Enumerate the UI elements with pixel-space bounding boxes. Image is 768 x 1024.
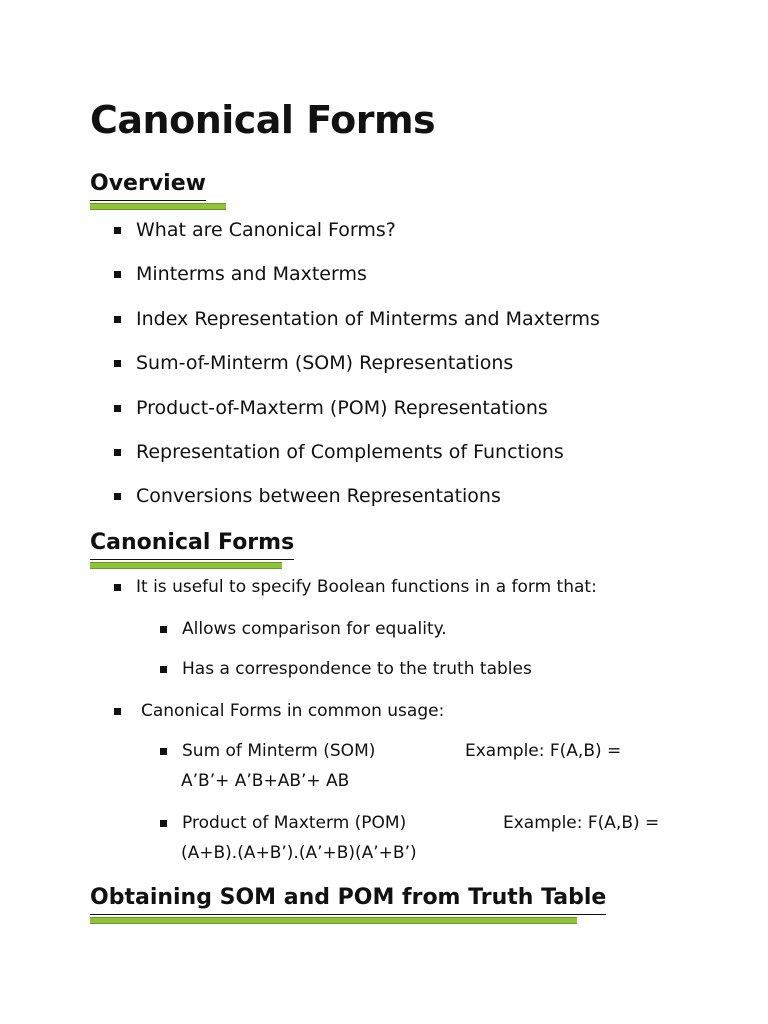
page-title: Canonical Forms bbox=[90, 98, 436, 142]
bullet-square-icon bbox=[114, 271, 121, 278]
bullet-square-icon bbox=[114, 316, 121, 323]
bullet-square-icon bbox=[160, 748, 167, 755]
pom-example-label: Example: F(A,B) = bbox=[503, 813, 660, 833]
bullet-square-icon bbox=[114, 708, 121, 715]
som-pom-heading-text: Obtaining SOM and POM from Truth Table bbox=[90, 884, 606, 915]
bullet-square-icon bbox=[114, 360, 121, 367]
bullet-square-icon bbox=[160, 820, 167, 827]
overview-heading-text: Overview bbox=[90, 170, 206, 201]
bullet-square-icon bbox=[114, 405, 121, 412]
overview-heading-underline bbox=[90, 203, 226, 210]
bullet-square-icon bbox=[114, 449, 121, 456]
overview-heading bbox=[90, 170, 226, 210]
som-example-label: Example: F(A,B) = bbox=[465, 741, 622, 761]
bullet-square-icon bbox=[114, 227, 121, 234]
document-page: Canonical Forms Overview What are Canonical Forms? Minterms and Maxterms Index Representation of Minterms and Maxterms Sum-of-Minterm (SOM) Representations Product-of-Maxterm (POM) Representations Representation of Complements of Functions Conversions between Representations Canonical Forms It is useful to specify Boolean functions in a form that: Allows comparison for equality. Has a correspondence to the truth tables Canonical Forms in common usage: Sum of Minterm (SOM) Example: F(A,B) = A’B’+ A’B+AB’+ AB Product of Maxterm (POM) Example: F(A,B) = (A+B).(A+B’).(A’+B)(A’+B’) Obtaining SOM and POM from Truth Table bbox=[0, 0, 768, 1024]
canonical-forms-heading-text: Canonical Forms bbox=[90, 529, 294, 560]
som-example-value: A’B’+ A’B+AB’+ AB bbox=[181, 771, 350, 791]
bullet-square-icon bbox=[114, 584, 121, 591]
som-pom-heading-underline bbox=[90, 917, 577, 924]
canonical-forms-heading bbox=[90, 529, 294, 569]
bullet-square-icon bbox=[114, 493, 121, 500]
som-pom-truth-table-heading bbox=[90, 884, 606, 924]
bullet-square-icon bbox=[160, 666, 167, 673]
pom-example-value: (A+B).(A+B’).(A’+B)(A’+B’) bbox=[181, 843, 417, 863]
bullet-square-icon bbox=[160, 626, 167, 633]
canonical-forms-heading-underline bbox=[90, 562, 282, 569]
